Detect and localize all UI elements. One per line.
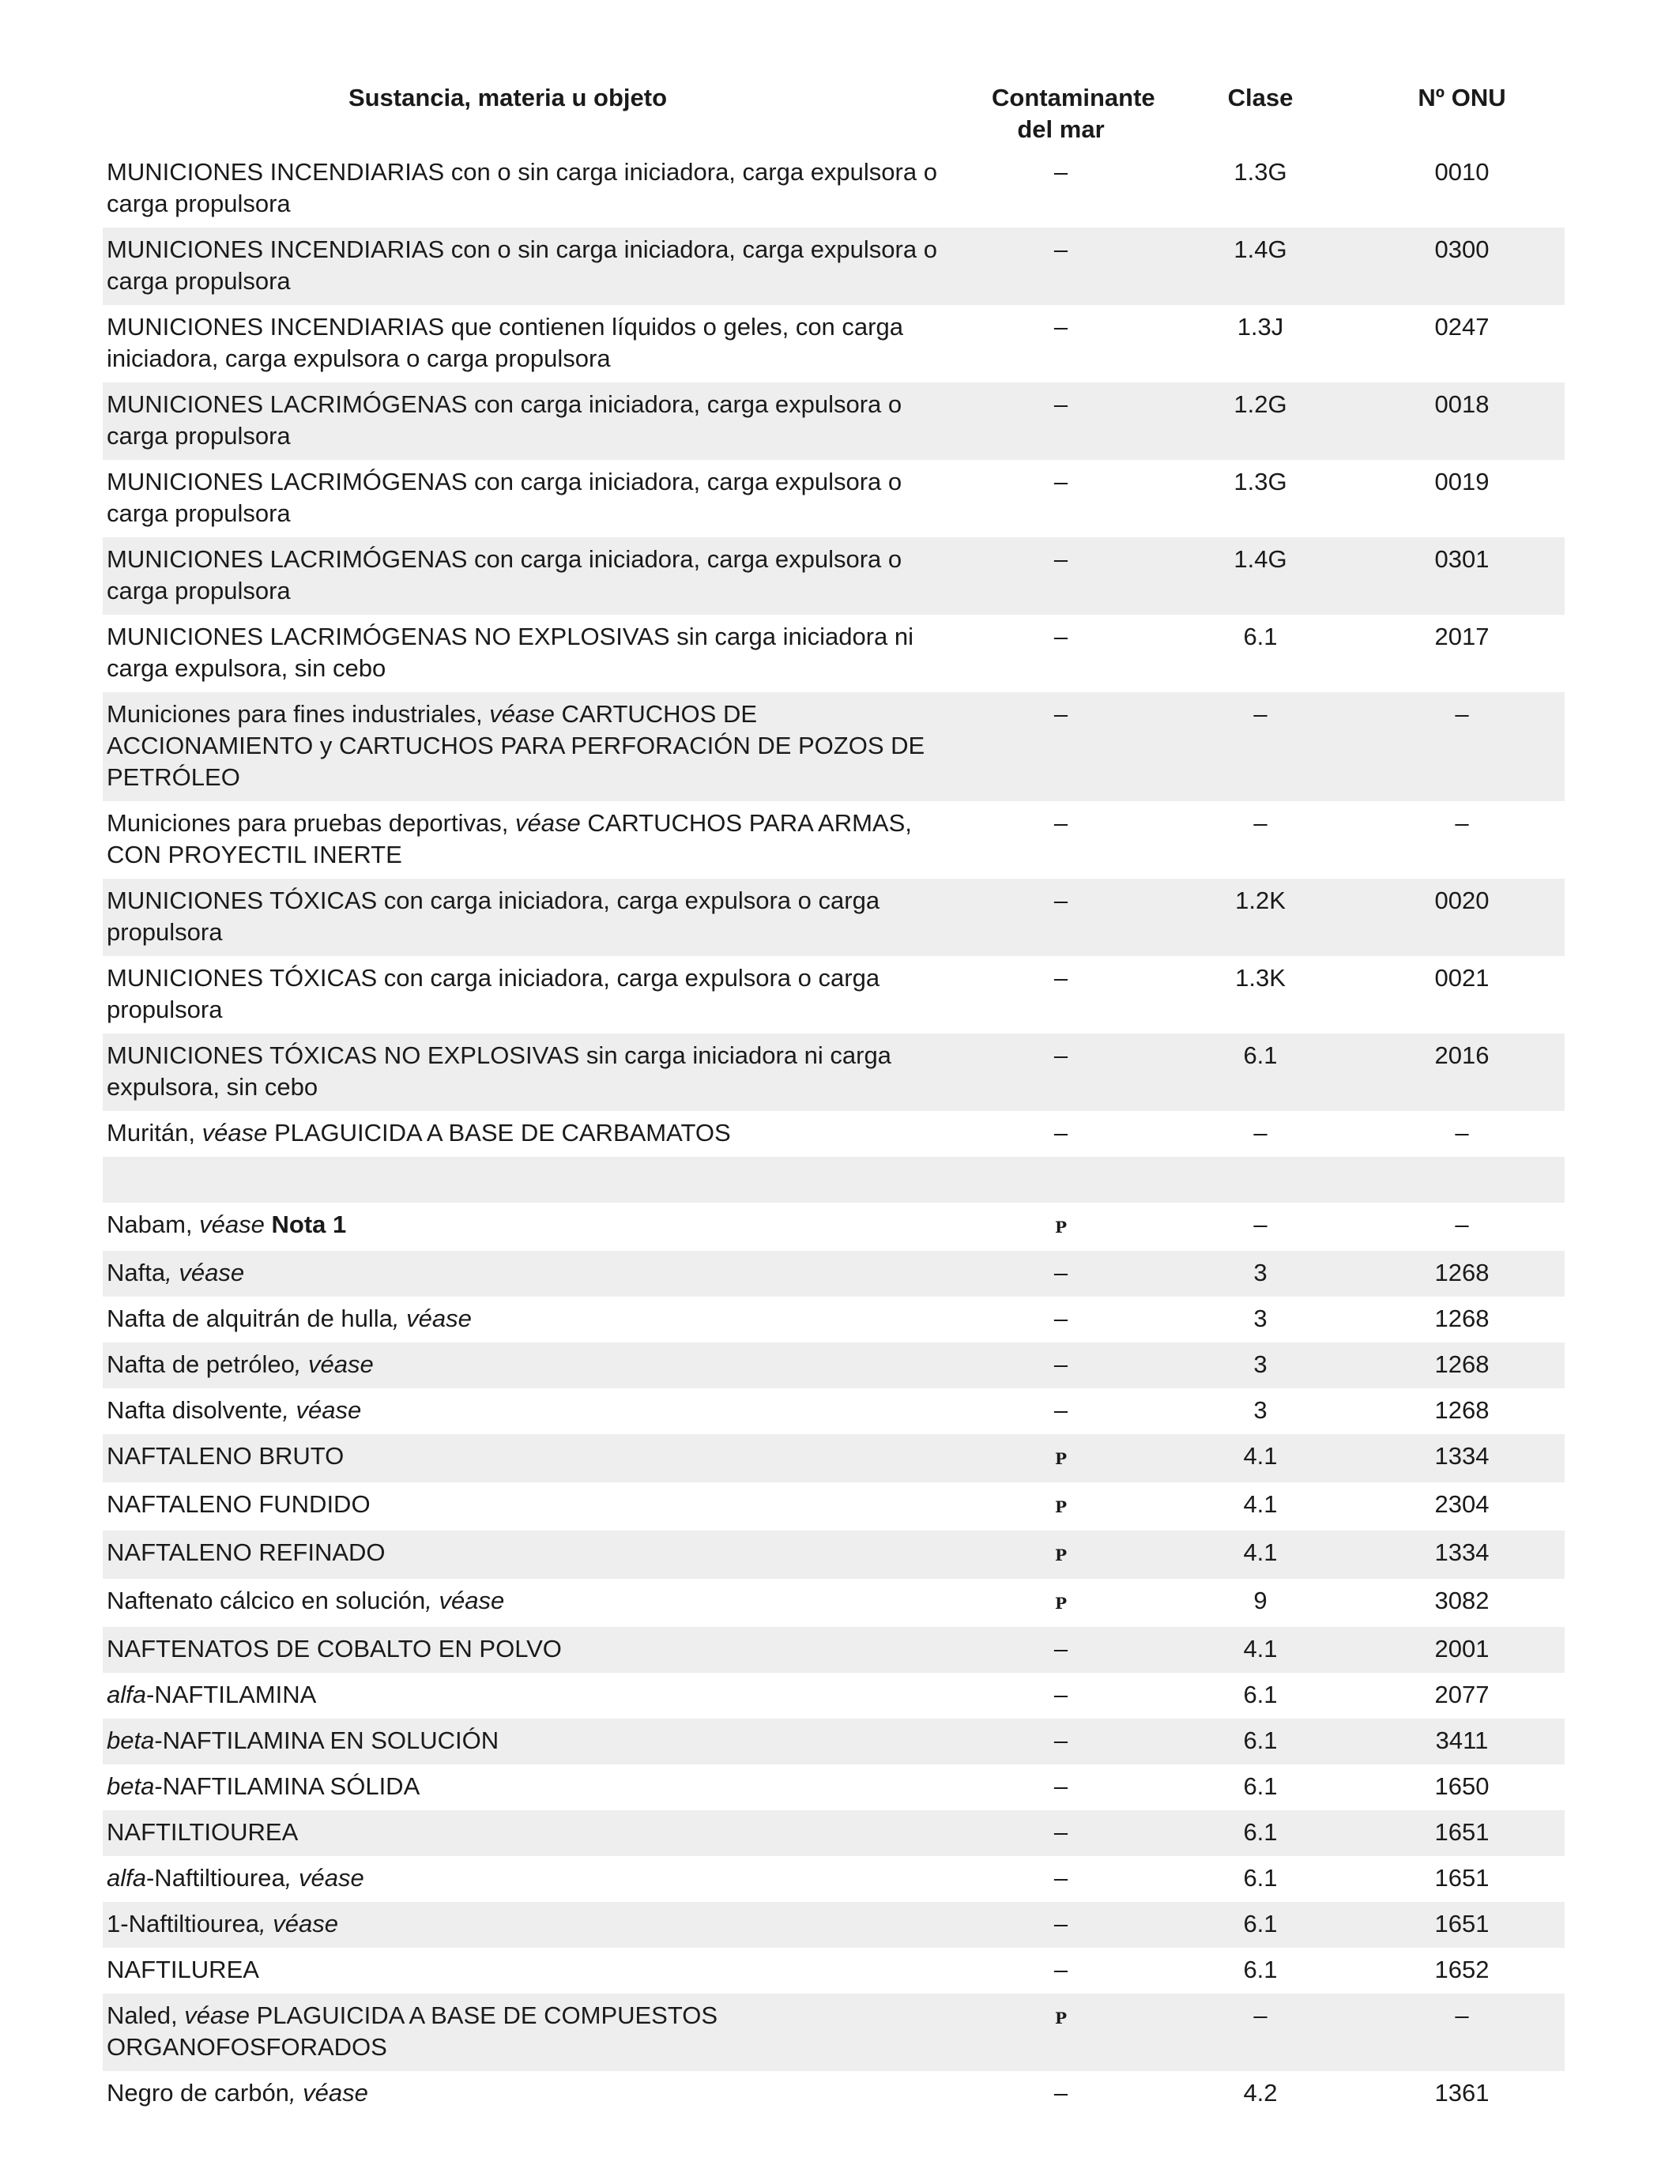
marine-pollutant-value: – [1053, 158, 1068, 186]
marine-pollutant-mark: P [1054, 1449, 1068, 1468]
substance-name-text: CARTUCHOS PARA ARMAS, CON PROYECTIL INERTE [107, 809, 912, 868]
table-row [103, 1673, 1565, 1719]
substance-name-cell [103, 1673, 960, 1719]
substance-name-text: véase [489, 700, 555, 728]
un-number-cell: 0020 [1359, 879, 1565, 956]
marine-pollutant-value: – [1053, 545, 1068, 573]
substance-name-text: véase [199, 1211, 265, 1238]
class-cell: 1.2G [1162, 382, 1359, 460]
marine-pollutant-cell [960, 150, 1162, 228]
substance-name-cell [103, 1111, 960, 1157]
table-row [103, 1482, 1565, 1531]
marine-pollutant-value: – [1053, 390, 1068, 418]
table-row [103, 1764, 1565, 1810]
substance-name-text: PLAGUICIDA A BASE DE CARBAMATOS [267, 1119, 731, 1147]
class-cell: 6.1 [1243, 1864, 1278, 1892]
un-number-cell: 1361 [1434, 2079, 1490, 2107]
table-row [103, 382, 1565, 460]
substance-name-text: MUNICIONES INCENDIARIAS con o sin carga iniciadora, carga expulsora o carga propulsora [107, 158, 937, 217]
un-number-cell: 0021 [1434, 964, 1490, 992]
table-row [103, 1902, 1565, 1948]
table-row [103, 228, 1565, 305]
header-marine-pollutant: Contaminante del mar [992, 84, 1155, 143]
marine-pollutant-value: – [1053, 887, 1068, 914]
table-row [103, 1719, 1565, 1764]
marine-pollutant-cell [960, 1251, 1162, 1297]
substance-name-text: Nafta [107, 1259, 166, 1286]
marine-pollutant-cell [960, 1627, 1162, 1673]
substance-name-text: Nafta de petróleo [107, 1350, 295, 1378]
table-row [103, 1388, 1565, 1434]
marine-pollutant-value: – [1053, 1119, 1068, 1147]
marine-pollutant-mark: P [1054, 2009, 1068, 2028]
un-number-cell: 0019 [1434, 468, 1490, 495]
class-cell: 6.1 [1243, 623, 1278, 650]
substance-name-cell [103, 228, 960, 305]
substance-name-cell [103, 150, 960, 228]
substance-name-cell [103, 1902, 960, 1948]
substance-name-text: Nabam, [107, 1211, 200, 1238]
class-cell: 6.1 [1162, 1034, 1359, 1111]
un-number-cell: 2017 [1434, 623, 1490, 650]
substance-name-text: beta [107, 1726, 155, 1754]
empty-cell [1162, 1157, 1359, 1203]
marine-pollutant-value: – [1053, 1681, 1068, 1708]
marine-pollutant-cell [960, 1810, 1162, 1856]
marine-pollutant-cell [960, 615, 1162, 692]
table-row [103, 956, 1565, 1034]
marine-pollutant-value: – [1053, 2079, 1068, 2107]
class-cell: 3 [1162, 1251, 1359, 1297]
class-cell: – [1162, 692, 1359, 801]
substance-name-cell [103, 879, 960, 956]
substance-name-cell [103, 692, 960, 801]
marine-pollutant-value: – [1053, 1041, 1068, 1069]
un-number-cell: 3082 [1434, 1587, 1490, 1614]
table-header [103, 79, 1565, 150]
table-row [103, 460, 1565, 537]
marine-pollutant-cell [960, 1434, 1162, 1482]
class-cell: 1.4G [1162, 228, 1359, 305]
table-row [103, 1531, 1565, 1579]
substance-name-cell [103, 1034, 960, 1111]
un-number-cell: 1651 [1359, 1810, 1565, 1856]
substance-name-text: Naled, [107, 2001, 185, 2029]
un-number-cell: 2077 [1434, 1681, 1490, 1708]
substance-name-cell [103, 801, 960, 879]
substance-name-text: alfa [107, 1864, 146, 1892]
substance-name-text: MUNICIONES LACRIMÓGENAS con carga iniciadora, carga expulsora o carga propulsora [107, 390, 902, 450]
un-number-cell: 2016 [1359, 1034, 1565, 1111]
class-cell: 4.1 [1162, 1627, 1359, 1673]
substance-name-cell [103, 305, 960, 382]
marine-pollutant-mark: P [1054, 1497, 1068, 1516]
substance-name-text: -NAFTILAMINA [145, 1681, 317, 1708]
substance-name-text: beta [107, 1772, 155, 1800]
class-cell: – [1253, 809, 1268, 837]
marine-pollutant-mark: P [1054, 1594, 1068, 1613]
substance-name-cell [103, 1203, 960, 1251]
marine-pollutant-mark: P [1054, 1218, 1068, 1237]
substance-name-text: MUNICIONES INCENDIARIAS con o sin carga iniciadora, carga expulsora o carga propulsora [107, 235, 937, 295]
header-substance: Sustancia, materia u objeto [348, 84, 668, 111]
substance-name-cell [103, 1627, 960, 1673]
class-cell: 6.1 [1162, 1719, 1359, 1764]
marine-pollutant-cell [960, 1388, 1162, 1434]
table-row [103, 801, 1565, 879]
marine-pollutant-cell [960, 2071, 1162, 2117]
marine-pollutant-cell [960, 1719, 1162, 1764]
marine-pollutant-value: – [1053, 623, 1068, 650]
table-row [103, 1251, 1565, 1297]
marine-pollutant-cell [960, 460, 1162, 537]
substance-name-cell [103, 1579, 960, 1627]
substance-name-text: Negro de carbón [107, 2079, 289, 2107]
un-number-cell: 0301 [1359, 537, 1565, 615]
un-number-cell: – [1455, 809, 1469, 837]
marine-pollutant-value: – [1053, 235, 1068, 263]
substance-name-text: MUNICIONES TÓXICAS con carga iniciadora, carga expulsora o carga propulsora [107, 887, 880, 946]
substance-name-cell [103, 1388, 960, 1434]
un-number-cell: 0247 [1434, 313, 1490, 341]
marine-pollutant-value: – [1053, 1772, 1068, 1800]
marine-pollutant-cell [960, 1764, 1162, 1810]
table-row [103, 1034, 1565, 1111]
substance-name-text: NAFTILUREA [107, 1956, 259, 1983]
marine-pollutant-cell [960, 1111, 1162, 1157]
un-number-cell: 1652 [1434, 1956, 1490, 1983]
table-row [103, 1856, 1565, 1902]
table-row [103, 537, 1565, 615]
table-row [103, 305, 1565, 382]
class-cell: 1.2K [1162, 879, 1359, 956]
empty-cell [103, 1157, 960, 1203]
substance-name-cell [103, 1297, 960, 1342]
table-row [103, 1203, 1565, 1251]
marine-pollutant-value: – [1053, 1910, 1068, 1937]
table-row [103, 1994, 1565, 2071]
class-cell: 6.1 [1162, 1902, 1359, 1948]
substance-name-cell [103, 1482, 960, 1531]
un-number-cell: – [1455, 1119, 1469, 1147]
substance-table [103, 79, 1565, 2117]
substance-name-text [265, 1211, 272, 1238]
class-cell: 3 [1253, 1396, 1268, 1424]
marine-pollutant-cell [960, 1203, 1162, 1251]
marine-pollutant-value: – [1053, 1396, 1068, 1424]
marine-pollutant-value: – [1053, 313, 1068, 341]
marine-pollutant-cell [960, 1902, 1162, 1948]
class-cell: – [1253, 1211, 1268, 1238]
marine-pollutant-value: – [1053, 468, 1068, 495]
substance-name-text: PLAGUICIDA A BASE DE COMPUESTOS ORGANOFOSFORADOS [107, 2001, 718, 2061]
marine-pollutant-value: – [1053, 1350, 1068, 1378]
marine-pollutant-cell [960, 1579, 1162, 1627]
substance-name-cell [103, 615, 960, 692]
class-cell: 4.1 [1162, 1434, 1359, 1482]
substance-name-cell [103, 1342, 960, 1388]
marine-pollutant-cell [960, 692, 1162, 801]
marine-pollutant-cell [960, 305, 1162, 382]
substance-name-cell [103, 956, 960, 1034]
substance-name-text: alfa [107, 1681, 146, 1708]
un-number-cell: 3411 [1359, 1719, 1565, 1764]
substance-name-text: NAFTENATOS DE COBALTO EN POLVO [107, 1635, 562, 1662]
substance-name-cell [103, 1948, 960, 1994]
marine-pollutant-cell [960, 879, 1162, 956]
substance-name-text: -NAFTILAMINA SÓLIDA [154, 1772, 420, 1800]
un-number-cell: 1268 [1434, 1305, 1490, 1332]
class-cell: 6.1 [1243, 1681, 1278, 1708]
table-row [103, 1579, 1565, 1627]
substance-name-text: , véase [282, 1396, 362, 1424]
marine-pollutant-cell [960, 1297, 1162, 1342]
table-row [103, 1434, 1565, 1482]
marine-pollutant-cell [960, 382, 1162, 460]
marine-pollutant-cell [960, 1948, 1162, 1994]
substance-name-text: MUNICIONES LACRIMÓGENAS NO EXPLOSIVAS sin carga iniciadora ni carga expulsora, sin cebo [107, 623, 914, 682]
class-cell: 4.1 [1243, 1490, 1278, 1518]
marine-pollutant-value: – [1053, 1259, 1068, 1286]
un-number-cell: – [1359, 1994, 1565, 2071]
substance-name-text: Naftenato cálcico en solución [107, 1587, 426, 1614]
table-row [103, 1157, 1565, 1203]
class-cell: 6.1 [1243, 1956, 1278, 1983]
class-cell: 3 [1162, 1342, 1359, 1388]
table-row [103, 1111, 1565, 1157]
substance-name-cell [103, 460, 960, 537]
empty-cell [1359, 1157, 1565, 1203]
substance-name-text: véase [514, 809, 581, 837]
substance-name-cell [103, 1994, 960, 2071]
class-cell: 1.4G [1162, 537, 1359, 615]
un-number-cell: 1268 [1359, 1342, 1565, 1388]
substance-name-cell [103, 1251, 960, 1297]
un-number-cell: 1334 [1359, 1531, 1565, 1579]
substance-name-text: NAFTALENO FUNDIDO [107, 1490, 371, 1518]
substance-name-cell [103, 382, 960, 460]
substance-name-text: NAFTALENO REFINADO [107, 1538, 386, 1566]
substance-name-text: véase [202, 1119, 268, 1147]
class-cell: 6.1 [1243, 1772, 1278, 1800]
substance-name-text: MUNICIONES INCENDIARIAS que contienen líquidos o geles, con carga iniciadora, carga expulsora o carga propulsora [107, 313, 903, 372]
table-row [103, 2071, 1565, 2117]
marine-pollutant-cell [960, 956, 1162, 1034]
class-cell: 4.1 [1162, 1531, 1359, 1579]
un-number-cell: 2001 [1359, 1627, 1565, 1673]
un-number-cell: 1651 [1434, 1864, 1490, 1892]
substance-name-text: , véase [284, 1864, 364, 1892]
class-cell: – [1253, 1119, 1268, 1147]
un-number-cell: – [1455, 1211, 1469, 1238]
marine-pollutant-value: – [1053, 964, 1068, 992]
substance-name-cell [103, 1531, 960, 1579]
un-number-cell: 1334 [1359, 1434, 1565, 1482]
marine-pollutant-cell [960, 1034, 1162, 1111]
substance-name-cell [103, 2071, 960, 2117]
header-un-number: Nº ONU [1418, 84, 1506, 111]
un-number-cell: – [1359, 692, 1565, 801]
substance-name-text: 1-Naftiltiourea [107, 1910, 259, 1937]
marine-pollutant-value: – [1053, 1818, 1068, 1846]
marine-pollutant-cell [960, 1531, 1162, 1579]
substance-name-cell [103, 537, 960, 615]
marine-pollutant-cell [960, 228, 1162, 305]
table-row [103, 692, 1565, 801]
substance-name-cell [103, 1719, 960, 1764]
substance-name-text: , véase [165, 1259, 245, 1286]
header-class: Clase [1227, 84, 1294, 111]
marine-pollutant-cell [960, 1673, 1162, 1719]
class-cell: 3 [1253, 1305, 1268, 1332]
table-row [103, 1297, 1565, 1342]
empty-cell [960, 1157, 1162, 1203]
substance-name-text: MUNICIONES TÓXICAS NO EXPLOSIVAS sin carga iniciadora ni carga expulsora, sin cebo [107, 1041, 891, 1101]
table-row [103, 1810, 1565, 1856]
substance-name-text: Nota 1 [271, 1211, 347, 1238]
substance-name-cell [103, 1810, 960, 1856]
un-number-cell: 1268 [1434, 1396, 1490, 1424]
un-number-cell: 2304 [1434, 1490, 1490, 1518]
substance-name-text: Municiones para fines industriales, [107, 700, 490, 728]
substance-name-text: NAFTALENO BRUTO [107, 1442, 345, 1470]
substance-name-text: -NAFTILAMINA EN SOLUCIÓN [154, 1726, 499, 1754]
substance-name-text: NAFTILTIOUREA [107, 1818, 299, 1846]
table-body [103, 150, 1565, 2117]
substance-name-text: -Naftiltiourea [145, 1864, 285, 1892]
table-row [103, 1342, 1565, 1388]
marine-pollutant-value: – [1053, 1305, 1068, 1332]
un-number-cell: 1268 [1359, 1251, 1565, 1297]
substance-name-text: , véase [258, 1910, 338, 1937]
un-number-cell: 0300 [1359, 228, 1565, 305]
class-cell: 1.3G [1234, 468, 1287, 495]
un-number-cell: 0010 [1434, 158, 1490, 186]
marine-pollutant-cell [960, 1482, 1162, 1531]
substance-name-text: , véase [294, 1350, 374, 1378]
substance-name-text: véase [184, 2001, 250, 2029]
un-number-cell: 1651 [1359, 1902, 1565, 1948]
marine-pollutant-cell [960, 1342, 1162, 1388]
class-cell: 6.1 [1162, 1810, 1359, 1856]
substance-name-cell [103, 1856, 960, 1902]
table-row [103, 879, 1565, 956]
substance-name-cell [103, 1434, 960, 1482]
substance-name-cell [103, 1764, 960, 1810]
un-number-cell: 0018 [1359, 382, 1565, 460]
substance-name-text: Municiones para pruebas deportivas, [107, 809, 515, 837]
marine-pollutant-value: – [1053, 1635, 1068, 1662]
class-cell: 1.3K [1235, 964, 1286, 992]
class-cell: 9 [1253, 1587, 1268, 1614]
substance-name-text: , véase [288, 2079, 368, 2107]
table-row [103, 1948, 1565, 1994]
substance-name-text: MUNICIONES LACRIMÓGENAS con carga iniciadora, carga expulsora o carga propulsora [107, 545, 902, 604]
marine-pollutant-mark: P [1054, 1546, 1068, 1565]
marine-pollutant-cell [960, 1994, 1162, 2071]
table-row [103, 615, 1565, 692]
marine-pollutant-cell [960, 537, 1162, 615]
substance-name-text: , véase [425, 1587, 505, 1614]
substance-name-text: Muritán, [107, 1119, 202, 1147]
substance-name-text: CARTUCHOS DE ACCIONAMIENTO y CARTUCHOS PARA PERFORACIÓN DE POZOS DE PETRÓLEO [107, 700, 925, 791]
substance-name-text: Nafta disolvente [107, 1396, 283, 1424]
marine-pollutant-value: – [1053, 1864, 1068, 1892]
marine-pollutant-value: – [1053, 1726, 1068, 1754]
class-cell: 1.3J [1237, 313, 1284, 341]
class-cell: 4.2 [1243, 2079, 1278, 2107]
class-cell: 1.3G [1234, 158, 1287, 186]
substance-name-text: Nafta de alquitrán de hulla [107, 1305, 393, 1332]
substance-name-text: MUNICIONES LACRIMÓGENAS con carga iniciadora, carga expulsora o carga propulsora [107, 468, 902, 527]
marine-pollutant-value: – [1053, 700, 1068, 728]
un-number-cell: 1650 [1434, 1772, 1490, 1800]
table-row [103, 1627, 1565, 1673]
class-cell: – [1162, 1994, 1359, 2071]
table-row [103, 150, 1565, 228]
marine-pollutant-value: – [1053, 809, 1068, 837]
substance-name-text: MUNICIONES TÓXICAS con carga iniciadora, carga expulsora o carga propulsora [107, 964, 880, 1023]
substance-name-text: , véase [392, 1305, 472, 1332]
marine-pollutant-value: – [1053, 1956, 1068, 1983]
marine-pollutant-cell [960, 1856, 1162, 1902]
marine-pollutant-cell [960, 801, 1162, 879]
